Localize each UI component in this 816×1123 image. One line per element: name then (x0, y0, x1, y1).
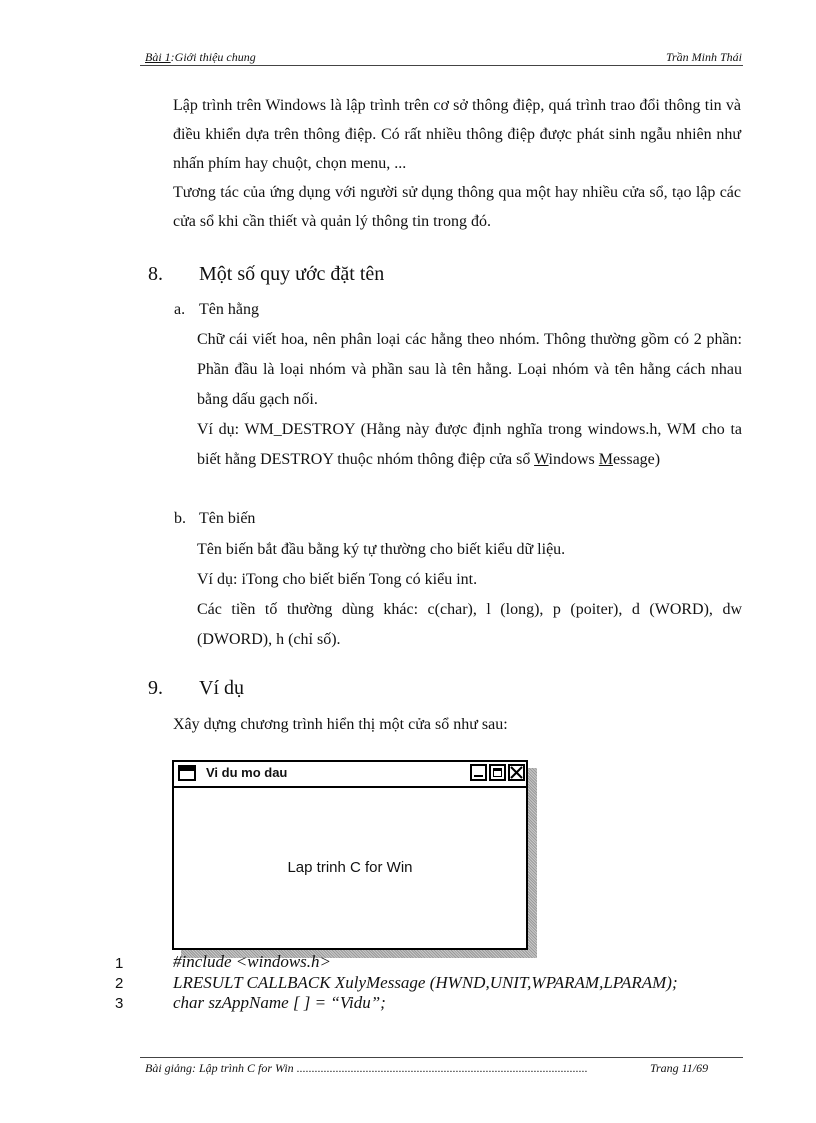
code-line-3: char szAppName [ ] = “Vidu”; (173, 993, 386, 1012)
example-window (172, 760, 528, 950)
item-b-marker: b. (174, 510, 186, 527)
footer-page-number: Trang 11/69 (650, 1061, 709, 1075)
intro-paragraph-1: Lập trình trên Windows là lập trình trên cơ sở thông điệp, quá trình trao đổi thông tin và điều khiển dựa trên thông điệp. Có rất nhiều thông điệp được phát sinh ngẫu nhiên như nhấn phím hay chuột, chọn menu, ... (173, 97, 741, 172)
section-9-number: 9. (148, 677, 163, 699)
intro (173, 91, 741, 236)
footer-course: Bài giảng: Lập trình C for Win (145, 1061, 294, 1075)
minimize-icon[interactable] (470, 764, 487, 781)
header-lesson-title: :Giới thiệu chung (170, 50, 256, 64)
window-title: Vi du mo dau (206, 765, 288, 780)
code-line-number-3: 3 (115, 995, 124, 1012)
code-line-number-2: 2 (115, 975, 124, 992)
item-a-body (197, 325, 742, 475)
header-lesson-link[interactable]: Bài 1 (145, 50, 171, 64)
item-b-paragraph-3: Các tiền tố thường dùng khác: c(char), l (long), p (poiter), d (WORD), dw (DWORD), h (chỉ số). (197, 601, 742, 648)
item-a-marker: a. (174, 301, 186, 318)
footer-dots: ................................................................................................. (293, 1061, 588, 1075)
code-line-number-1: 1 (115, 955, 124, 972)
close-icon[interactable] (508, 764, 525, 781)
window-system-icon[interactable] (178, 765, 196, 781)
maximize-icon[interactable] (489, 764, 506, 781)
section-8-number: 8. (148, 263, 163, 285)
header-rule (140, 65, 743, 66)
header-lesson (145, 50, 256, 65)
item-b-body (197, 535, 742, 655)
code-line-1: #include <windows.h> (173, 952, 331, 971)
item-b-title: Tên biến (199, 510, 256, 527)
item-a-example: Ví dụ: WM_DESTROY (Hằng này được định nghĩa trong windows.h, WM cho ta biết hằng DESTROY thuộc nhóm thông điệp cửa sổ Windows Message) (197, 421, 742, 468)
footer-rule (140, 1057, 743, 1058)
section-9-description: Xây dựng chương trình hiển thị một cửa sổ như sau: (173, 716, 508, 733)
section-9-title: Ví dụ (199, 677, 244, 699)
footer (145, 1061, 715, 1076)
item-a-title: Tên hằng (199, 301, 259, 318)
window-content-text: Lap trinh C for Win (287, 859, 413, 876)
intro-paragraph-2: Tương tác của ứng dụng với người sử dụng thông qua một hay nhiều cửa sổ, tạo lập các cửa sổ khi cần thiết và quản lý thông tin trong đó. (173, 184, 741, 230)
item-a-paragraph: Chữ cái viết hoa, nên phân loại các hằng theo nhóm. Thông thường gồm có 2 phần: Phần đầu là loại nhóm và phần sau là tên hằng. Loại nhóm và tên hằng cách nhau bằng dấu gạch nối. (197, 331, 742, 408)
code-line-2: LRESULT CALLBACK XulyMessage (HWND,UNIT,WPARAM,LPARAM); (173, 973, 678, 992)
section-8-title: Một số quy ước đặt tên (199, 263, 385, 285)
item-b-paragraph-1: Tên biến bắt đầu bằng ký tự thường cho biết kiểu dữ liệu. (197, 541, 566, 558)
window-titlebar[interactable] (174, 762, 526, 788)
header-author: Trần Minh Thái (665, 50, 742, 64)
item-b-paragraph-2: Ví dụ: iTong cho biết biến Tong có kiểu int. (197, 571, 478, 588)
